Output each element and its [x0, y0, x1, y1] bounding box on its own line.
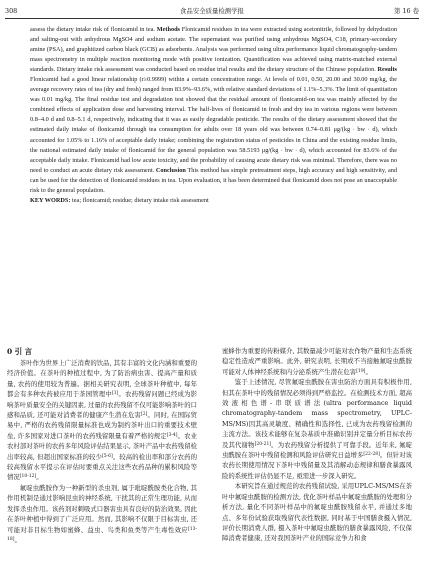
methods-label: Methods: [156, 26, 180, 33]
section-heading-intro: 0 引 言: [7, 347, 33, 356]
intro-paragraph-4: [222, 377, 412, 481]
intro-text: 氟啶虫酰胺作为一种新型的杀虫剂, 属于吡啶酰胺类化合物, 其作用机制是通过影响昆虫的神经系统, 干扰其的正常生理功能, 从而发挥杀虫作用。该药剂对刺吸式口器害虫具有良好的防治效果, 因此在茶叶种植中得到了广泛应用。然而, 其影响不仅限于目标害虫, 还可能对非目标生物如蜜蜂、益虫、鸟类和鱼类等产生毒性效应: [7, 483, 197, 534]
keywords-line: [30, 196, 397, 206]
intro-paragraph-2: [7, 483, 197, 545]
abstract-conclusion-text: This method has simple pretreatment steps, high accuracy and high sensitivity, and can be used for the detection of flonicamid residues in tea. Upon evaluation, it has been determined that flonicamid does not pose an unacceptable risk to the general population.: [30, 166, 397, 194]
header-rule: [5, 18, 419, 19]
intro-text: 。较高的检出率和部分农药的较高残留水平提示在评估时要重点关注这些农药品种的累积风险等情况: [7, 452, 197, 482]
citation: [20-21]: [254, 441, 272, 447]
intro-paragraph-5: 本研究旨在通过规范的农药残留试验, 采用UPLC-MS/MS在茶叶中氟啶虫酰胺的检测方法, 优化茶叶样品中氟啶虫酰胺的处理和分析方法, 量化不同茶叶样品中的氟啶虫酰胺残留水平, 并通过多地点、多年份试验获取残留代表性数据, 同时基于中国膳食摄入情况, 评价长期消费人群, 摄入茶叶中氟啶虫酰胺的膳食暴露风险, 不仅保障消费者健康, 还对我国茶叶产业的国际竞争力和食: [222, 482, 412, 543]
citation: [3-4]: [166, 432, 178, 438]
journal-title: 食品安全质量检测学报: [180, 7, 244, 15]
volume-label: 第 16 卷: [394, 7, 419, 15]
intro-text: 。: [36, 473, 43, 482]
citation: [1]: [111, 391, 119, 397]
english-abstract: [30, 25, 397, 206]
abstract-methods-text: Flonicamid residues in tea were extracted using acetonitrile, followed by dehydration and salting-out with anhydrous MgSO4 and sodium acetate. The supernatant was purified using anhydrous MgSO4, C18, primary-secondary amine (PSA), and graphitized carbon black (GCB) as adsorbents. Analysis was performed using ultra performance liquid chromatography-tandem mass spectrometry in multiple reaction monitoring mode with positive ionization. Quantification was achieved using matrix-matched external standards. Dietary intake risk assessment was conducted based on residue trial results and the dietary structure of the Chinese population.: [30, 26, 397, 74]
intro-text: 茶叶作为世界上广泛消费的饮品, 其有丰富的文化内涵和重要的经济价值。在茶叶的种植过程中, 为了防治病虫害、提高产量和质量, 农药的使用较为普遍。据相关研究表明, 全球茶叶种植中, 每年都会有多种农药被应用于茶园管理中: [7, 359, 197, 399]
keywords-label: KEY WORDS:: [30, 196, 71, 204]
citation: [22-28]: [363, 452, 380, 458]
abstract-objective-tail: assess the dietary intake risk of flonicamid in tea.: [30, 26, 157, 33]
conclusion-label: Conclusion: [155, 166, 186, 174]
page-number: 308: [5, 7, 18, 15]
citation: [10-12]: [19, 474, 37, 480]
intro-text: 。: [14, 535, 21, 544]
results-label: Results: [377, 66, 397, 74]
keywords-text: tea; flonicamid; residue; dietary intake risk assessment: [70, 196, 209, 204]
running-header: [5, 6, 419, 17]
intro-paragraph-1: [7, 358, 197, 483]
citation: [19]: [356, 368, 366, 374]
intro-text: 。农药残留问题已经成为影响茶叶质量安全的关键因素, 过量的农药残留不仅可能影响茶叶的口感和品质, 还可能对消费者的健康产生潜在危害: [7, 390, 198, 420]
intro-text: 鉴于上述情况, 尽管氟啶虫酰胺在害虫防治方面具有积极作用, 但其在茶叶中的残留情况必须得到严格监控。在检测技术方面, 超高效液相色谱-串联质谱法(ultra performance liquid chromatography-tandem mass spectrometry, UPLC-MS/MS)因其高灵敏度、精确性和选择性, 已成为农药残留检测的主流方法。该技术能够在复杂基质中准确识别并定量分析目标农药及其代谢物: [222, 378, 412, 449]
intro-text: 。: [365, 367, 372, 376]
abstract-results-text: Flonicamid had a good linear relationship (r≥0.9999) within a certain concentration range. At levels of 0.01, 0.50, 20.00 and 30.00 mg/kg, the average recovery rates of tea (dry and fresh) ranged from 83.9%–93.6%, with relative standard deviations of 1.1%–5.3%. The limit of quantitation was 0.01 mg/kg. The final residue test and degradation test showed that the residual amount of flonicamid-on tea was mainly affected by the combined effects of application dose and harvesting interval. The half-lives of flonicamid in fresh and dry tea in various regions were between 0.8–4.0 d and 0.8–5.1 d, respectively, indicating that it was as easily degradable pesticide. The results of the dietary assessment showed that the estimated daily intake of flonicamid through tea consumption for adults over 18 years old was between 0.74–0.81 μg/(kg · bw · d), which accounted for 1.05% to 1.16% of acceptable daily intake; combining the registration status of pesticides in China and the existing residue limits, the national estimated daily intake of flonicamid for the general population was 58.5193 μg/(kg · bw · d), which accounted for 83.6% of the acceptable daily intake. Flonicamid had low acute toxicity, and the probability of causing acute dietary risk was minimal. Therefore, there was no need to conduct an acute dietary risk assessment.: [30, 76, 397, 174]
intro-text: 。为农药残留分析提供了可靠手段。近年来, 氟啶虫酰胺在茶叶中残留检测和风险评估研究日益增多: [222, 440, 413, 460]
intro-text: 。农业农村部对茶叶的农药多年风险评估结果显示, 茶叶产品中农药残留检出率较高, 但超出国家标准的较少: [7, 431, 197, 461]
right-column: [222, 346, 412, 544]
citation: [5-6]: [101, 453, 113, 459]
intro-text: 。同时, 在国际贸易中, 严格的农药残留限量标准也成为制约茶叶出口的重要技术壁垒, 许多国家对进口茶叶的农药残留限量有着严格的规定: [7, 411, 198, 440]
citation: [13-18]: [7, 526, 197, 542]
left-column: [7, 346, 197, 545]
abstract-paragraph: [30, 25, 397, 196]
intro-text: 。但针对该农药长期使用情况下茶叶中残留量及其消解动态规律和膳食暴露风险的系统性评估仍显不足, 亟需进一步深入研究。: [222, 451, 413, 480]
intro-paragraph-3: [222, 346, 412, 377]
intro-text: 蜜蜂作为重要的传粉媒介, 其数量减少可能对农作物产量和生态系统稳定性造成严重影响。此外, 研究表明, 长期或不当接触氟啶虫酰胺可能对人体神经系统和内分泌系统产生潜在危害: [222, 347, 412, 376]
citation: [2]: [141, 412, 148, 418]
